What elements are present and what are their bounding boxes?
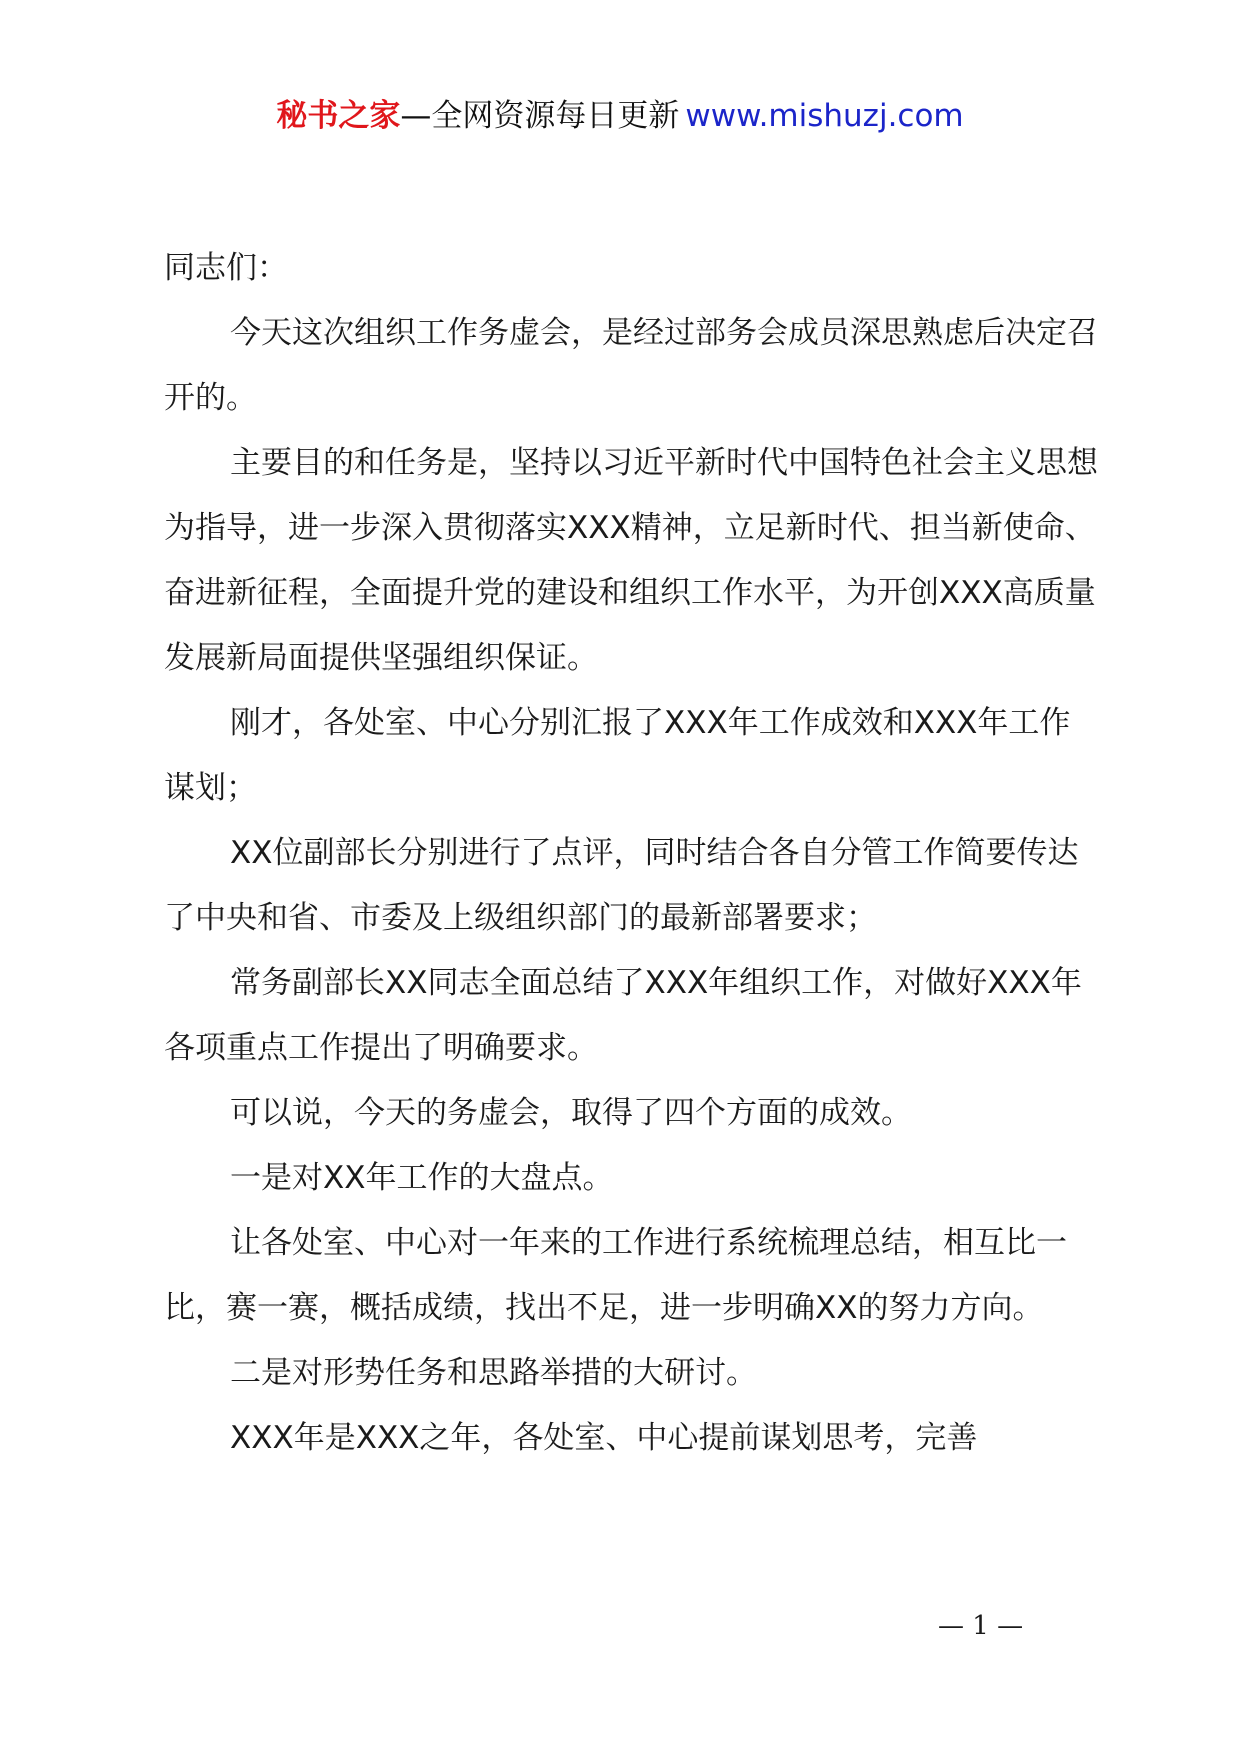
paragraph: 主要目的和任务是，坚持以习近平新时代中国特色社会主义思想为指导，进一步深入贯彻落实XXX精神，立足新时代、担当新使命、奋进新征程，全面提升党的建设和组织工作水平，为开创XXX高质量发展新局面提供坚强组织保证。 — [164, 445, 1098, 676]
paragraph: 今天这次组织工作务虚会，是经过部务会成员深思熟虑后决定召开的。 — [164, 315, 1098, 416]
salutation: 同志们： — [164, 250, 288, 286]
paragraph: XXX年是XXX之年，各处室、中心提前谋划思考，完善 — [230, 1420, 978, 1456]
paragraph: 二是对形势任务和思路举措的大研讨。 — [230, 1355, 757, 1391]
paragraph: XX位副部长分别进行了点评，同时结合各自分管工作简要传达了中央和省、市委及上级组织部门的最新部署要求； — [164, 835, 1079, 936]
paragraph: 让各处室、中心对一年来的工作进行系统梳理总结，相互比一比，赛一赛，概括成绩，找出不足，进一步明确XX的努力方向。 — [164, 1225, 1067, 1326]
paragraph: 一是对XX年工作的大盘点。 — [230, 1160, 614, 1196]
page-header — [0, 96, 1240, 136]
paragraph: 刚才，各处室、中心分别汇报了XXX年工作成效和XXX年工作谋划； — [164, 705, 1071, 806]
header-tagline: —全网资源每日更新 — [400, 98, 680, 134]
brand-name: 秘书之家 — [276, 98, 401, 134]
page-number: — 1 — — [938, 1611, 1024, 1641]
paragraph: 可以说，今天的务虚会，取得了四个方面的成效。 — [230, 1095, 912, 1131]
paragraph: 常务副部长XX同志全面总结了XXX年组织工作，对做好XXX年各项重点工作提出了明确要求。 — [164, 965, 1082, 1066]
document-body — [164, 236, 1099, 1471]
site-url-link[interactable]: www.mishuzj.com — [685, 98, 964, 134]
